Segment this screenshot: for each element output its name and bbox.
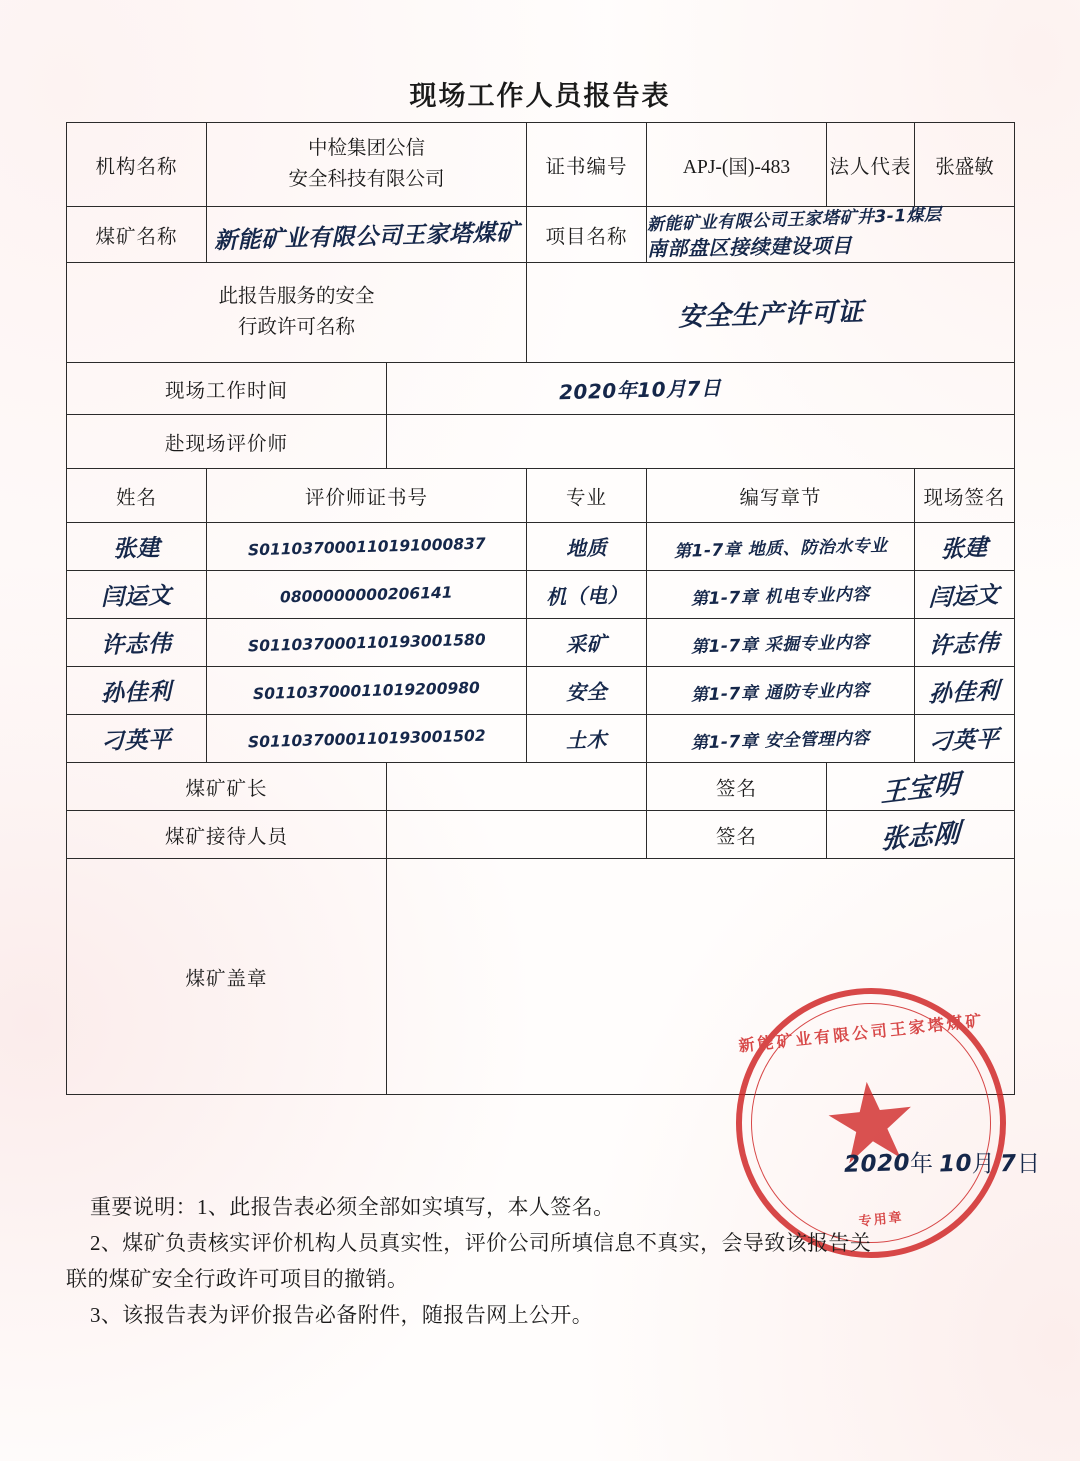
- cell-signature: [915, 667, 1015, 715]
- value-cert: S011037000110193001502: [247, 726, 486, 751]
- value-name: 刁英平: [100, 727, 173, 755]
- row-mine-project: [67, 207, 1015, 263]
- row-receptionist: [67, 811, 1015, 859]
- value-chapter: 第1-7章 地质、防治水专业: [673, 535, 888, 562]
- cell-cert: [207, 523, 527, 571]
- cell-mine-director-label: 煤矿矿长: [67, 763, 387, 811]
- table-row: [67, 523, 1015, 571]
- value-name: 孙佳利: [100, 679, 173, 707]
- note-line-2b: 联的煤矿安全行政许可项目的撤销。: [66, 1267, 409, 1292]
- seal-date-month: 10: [938, 1150, 973, 1178]
- value-cert: S01103700011019200980: [252, 678, 481, 703]
- row-assessor-header: [67, 415, 1015, 469]
- value-receptionist-signature: 张志刚: [879, 818, 961, 856]
- header-signature: 现场签名: [915, 469, 1015, 523]
- value-chapter: 第1-7章 机电专业内容: [691, 584, 871, 609]
- seal-date-year: 2020: [843, 1150, 911, 1178]
- value-cert: 0800000000206141: [280, 583, 453, 606]
- value-signature: 张建: [940, 534, 989, 564]
- table-row: [67, 571, 1015, 619]
- table-row: [67, 715, 1015, 763]
- cell-assessor-blank: [387, 415, 1015, 469]
- cell-cert: [207, 715, 527, 763]
- mine-name-handwriting: 新能矿业有限公司王家塔煤矿: [213, 219, 520, 255]
- cell-cert: [207, 667, 527, 715]
- cell-cert: [207, 619, 527, 667]
- header-cert: 评价师证书号: [207, 469, 527, 523]
- cell-name: [67, 571, 207, 619]
- cell-permit-label: [67, 263, 527, 363]
- seal-date-day-unit: 日: [1017, 1151, 1040, 1176]
- value-major: 采矿: [565, 631, 608, 657]
- table-row: [67, 667, 1015, 715]
- cell-chapter: [647, 667, 915, 715]
- cell-name: [67, 715, 207, 763]
- cell-org-name-label: 机构名称: [67, 123, 207, 207]
- project-name-line2: 南部盘区接续建设项目: [646, 232, 853, 261]
- permit-label-line2: 行政许可名称: [238, 316, 356, 338]
- project-name-line1: 新能矿业有限公司王家塔矿井3-1煤层: [646, 205, 942, 236]
- important-notes: [66, 1190, 1026, 1334]
- value-name: 闫运文: [100, 583, 173, 611]
- value-mine-director-signature: 王宝明: [880, 768, 961, 810]
- row-org-info: [67, 123, 1015, 207]
- value-chapter: 第1-7章 通防专业内容: [691, 680, 871, 705]
- cell-mine-director-blank: [387, 763, 647, 811]
- row-mine-director: [67, 763, 1015, 811]
- cell-legal-rep-value: 张盛敏: [915, 123, 1015, 207]
- cell-project-name-label: 项目名称: [527, 207, 647, 263]
- value-major: 安全: [565, 679, 608, 705]
- page-title: 现场工作人员报告表: [409, 81, 671, 111]
- table-row: [67, 619, 1015, 667]
- value-name: 张建: [112, 535, 161, 563]
- cell-legal-rep-label: 法人代表: [827, 123, 915, 207]
- header-chapter: 编写章节: [647, 469, 915, 523]
- cell-major: [527, 667, 647, 715]
- cell-cert: [207, 571, 527, 619]
- note-line-3: 3、该报告表为评价报告必备附件，随报告网上公开。: [90, 1303, 594, 1328]
- value-major: 土木: [565, 727, 608, 753]
- cell-chapter: [647, 619, 915, 667]
- cell-project-name-value: [647, 207, 1015, 263]
- header-name: 姓名: [67, 469, 207, 523]
- seal-date-month-unit: 月: [971, 1151, 995, 1176]
- seal-date: [844, 1145, 1040, 1178]
- seal-bottom-text: 专用章: [857, 1209, 905, 1229]
- report-form-table: [66, 122, 1015, 1095]
- note-line-1: 重要说明：1、此报告表必须全部如实填写，本人签名。: [90, 1195, 615, 1219]
- value-name: 许志伟: [100, 631, 173, 659]
- cell-cert-no-value: APJ-(国)-483: [647, 123, 827, 207]
- row-worktime: [67, 363, 1015, 415]
- org-name-line1: 中检集团公信: [308, 138, 426, 160]
- cell-receptionist-signature: [827, 811, 1015, 859]
- header-major: 专业: [527, 469, 647, 523]
- value-cert: S011037000110193001580: [247, 630, 486, 655]
- row-table-headers: [67, 469, 1015, 523]
- cell-mine-director-signature: [827, 763, 1015, 811]
- cell-signature: [915, 619, 1015, 667]
- org-name-line2: 安全科技有限公司: [288, 168, 445, 190]
- cell-seal-label: 煤矿盖章: [67, 859, 387, 1095]
- cell-name: [67, 619, 207, 667]
- note-line-2: 2、煤矿负责核实评价机构人员真实性，评价公司所填信息不真实，会导致该报告关: [90, 1231, 872, 1256]
- cell-org-name-value: [207, 123, 527, 207]
- cell-mine-name-label: 煤矿名称: [67, 207, 207, 263]
- cell-worktime-label: 现场工作时间: [67, 363, 387, 415]
- cell-name: [67, 523, 207, 571]
- cell-major: [527, 619, 647, 667]
- row-permit-name: [67, 263, 1015, 363]
- value-signature: 刁英平: [928, 726, 1001, 756]
- cell-worktime-value: [387, 363, 1015, 415]
- seal-date-day: 7: [1000, 1150, 1018, 1178]
- value-signature: 闫运文: [928, 582, 1001, 612]
- cell-receptionist-sign-label: 签名: [647, 811, 827, 859]
- cell-cert-no-label: 证书编号: [527, 123, 647, 207]
- cell-chapter: [647, 523, 915, 571]
- value-chapter: 第1-7章 采掘专业内容: [691, 632, 871, 657]
- value-major: 机（电）: [545, 582, 628, 610]
- permit-value-handwriting: 安全生产许可证: [677, 297, 864, 333]
- cell-major: [527, 571, 647, 619]
- cell-assessor-label: 赴现场评价师: [67, 415, 387, 469]
- cell-signature: [915, 571, 1015, 619]
- cell-major: [527, 715, 647, 763]
- value-signature: 孙佳利: [928, 678, 1001, 708]
- cell-mine-director-sign-label: 签名: [647, 763, 827, 811]
- cell-signature: [915, 523, 1015, 571]
- value-cert: S011037000110191000837: [247, 534, 486, 559]
- cell-signature: [915, 715, 1015, 763]
- value-chapter: 第1-7章 安全管理内容: [691, 728, 871, 753]
- cell-receptionist-label: 煤矿接待人员: [67, 811, 387, 859]
- cell-chapter: [647, 571, 915, 619]
- seal-date-year-unit: 年: [909, 1151, 933, 1176]
- permit-label-line1: 此报告服务的安全: [218, 286, 375, 308]
- cell-chapter: [647, 715, 915, 763]
- cell-permit-value: [527, 263, 1015, 363]
- value-major: 地质: [565, 535, 608, 561]
- cell-receptionist-blank: [387, 811, 647, 859]
- cell-major: [527, 523, 647, 571]
- cell-name: [67, 667, 207, 715]
- value-signature: 许志伟: [928, 630, 1001, 660]
- cell-mine-name-value: [207, 207, 527, 263]
- seal-top-text: 新能矿业有限公司王家塔煤矿: [737, 1012, 986, 1056]
- worktime-handwriting: 2020年10月7日: [559, 375, 723, 405]
